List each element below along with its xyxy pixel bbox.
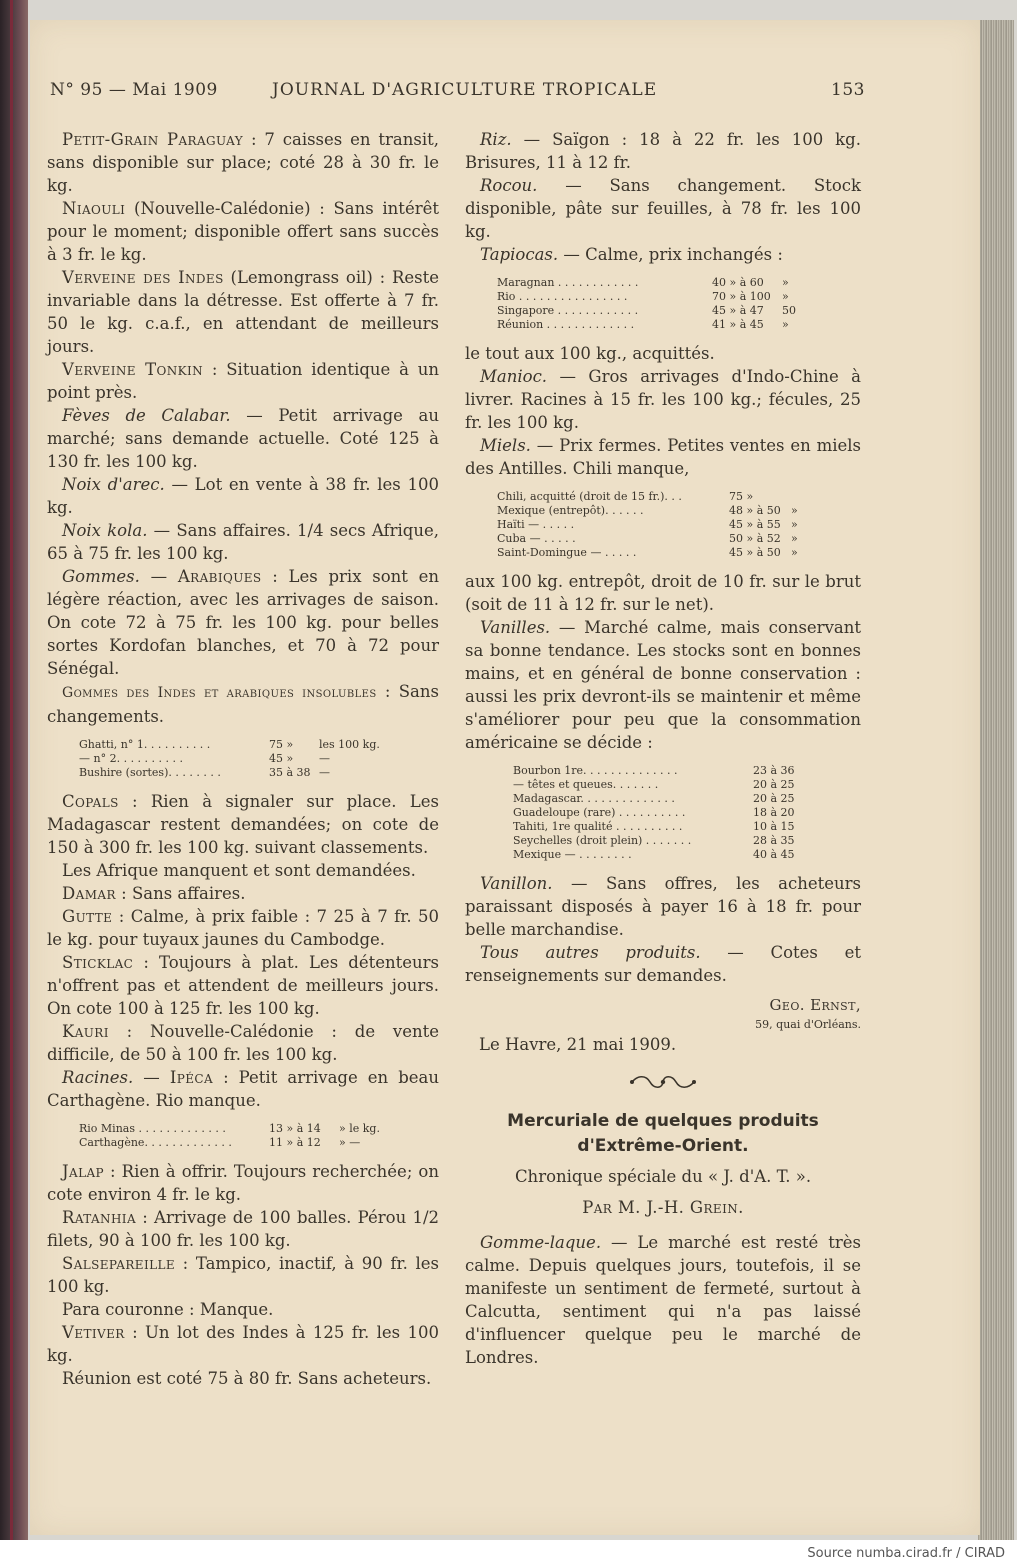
entry-autres: Tous autres produits. — Cotes et renseignements sur demandes. <box>465 943 861 985</box>
entry-jalap: Jalap : Rien à offrir. Toujours recherchée; on cote environ 4 fr. le kg. <box>47 1162 439 1204</box>
table-row: Rio Minas . . . . . . . . . . . . . 13 » à 14 » le kg. <box>79 1122 380 1135</box>
entry-noix-arec: Noix d'arec. — Lot en vente à 38 fr. les 100 kg. <box>47 475 439 517</box>
tapiocas-price-table <box>497 276 842 332</box>
signature: Geo. Ernst, <box>769 996 861 1014</box>
table-row: Bourbon 1re. . . . . . . . . . . . . . 23 à 36 <box>513 764 795 777</box>
vanilles-price-table <box>513 764 803 862</box>
miels-price-table <box>497 490 851 560</box>
entry-petit-grain: Petit-Grain Paraguay : 7 caisses en transit, sans disponible sur place; coté 28 à 30 fr. le kg. <box>47 130 439 195</box>
table-row: Tahiti, 1re qualité . . . . . . . . . . 10 à 15 <box>513 820 795 833</box>
table-row: Réunion . . . . . . . . . . . . . 41 » à 45 » <box>497 318 789 331</box>
entry-gommes-indes: Gommes des Indes et arabiques insolubles : Sans changements. <box>47 682 439 726</box>
book-binding <box>0 0 28 1540</box>
entry-afrique: Les Afrique manquent et sont demandées. <box>62 861 416 880</box>
page-number: 153 <box>831 80 865 100</box>
table-row: Cuba — . . . . . 50 » à 52 » <box>497 532 798 545</box>
table-row: Haïti — . . . . . 45 » à 55 » <box>497 518 798 531</box>
binding-stripe <box>10 0 13 1540</box>
entry-verveine-indes: Verveine des Indes (Lemongrass oil) : Reste invariable dans la détresse. Est offerte à 7 fr. 50 le kg. c.a.f., en attendant de meilleurs jours. <box>47 268 439 356</box>
entry-racines: Racines. — Ipéca : Petit arrivage en beau Carthagène. Rio manque. <box>47 1068 439 1110</box>
entry-riz: Riz. — Saïgon : 18 à 22 fr. les 100 kg. Brisures, 11 à 12 fr. <box>465 130 861 172</box>
source-credit: Source numba.cirad.fr / CIRAD <box>807 1546 1005 1561</box>
table-row: — têtes et queues. . . . . . . 20 à 25 <box>513 778 795 791</box>
page-edges <box>978 20 1014 1540</box>
entry-vetiver: Vetiver : Un lot des Indes à 125 fr. les 100 kg. <box>47 1323 439 1365</box>
table-row: Rio . . . . . . . . . . . . . . . . 70 » à 100 » <box>497 290 789 303</box>
table-row: Ghatti, n° 1. . . . . . . . . . 75 » les 100 kg. <box>79 738 380 751</box>
entry-vanillon: Vanillon. — Sans offres, les acheteurs paraissant disposés à payer 16 à 18 fr. pour belle marchandise. <box>465 874 861 939</box>
entry-manioc: Manioc. — Gros arrivages d'Indo-Chine à livrer. Racines à 15 fr. les 100 kg.; fécules, 25 fr. les 100 kg. <box>465 367 861 432</box>
entry-niaouli: Niaouli (Nouvelle-Calédonie) : Sans intérêt pour le moment; disponible offert sans succès à 3 fr. le kg. <box>47 199 439 264</box>
entry-miels: Miels. — Prix fermes. Petites ventes en miels des Antilles. Chili manque, <box>465 436 861 478</box>
entry-salsepareille: Salsepareille : Tampico, inactif, à 90 fr. les 100 kg. <box>47 1254 439 1296</box>
entry-gomme-laque: Gomme-laque. — Le marché est resté très calme. Depuis quelques jours, toutefois, il se manifeste un sentiment de fermeté, surtout à Calcutta, sentiment qui n'a pas laissé d'influencer quelque peu le marché de Londres. <box>465 1233 861 1367</box>
entry-feves-calabar: Fèves de Calabar. — Petit arrivage au marché; sans demande actuelle. Coté 125 à 130 fr. les 100 kg. <box>47 406 439 471</box>
left-column <box>47 128 439 1390</box>
entry-ratanhia: Ratanhia : Arrivage de 100 balles. Pérou 1/2 filets, 90 à 100 fr. les 100 kg. <box>47 1208 439 1250</box>
table-row: — n° 2. . . . . . . . . . 45 » — <box>79 752 330 765</box>
section-subtitle: Chronique spéciale du « J. d'A. T. ». <box>514 1167 812 1186</box>
table-row: Singapore . . . . . . . . . . . . 45 » à 47 50 <box>497 304 796 317</box>
entry-noix-kola: Noix kola. — Sans affaires. 1/4 secs Afrique, 65 à 75 fr. les 100 kg. <box>47 521 439 563</box>
table-row: Bushire (sortes). . . . . . . . 35 à 38 — <box>79 766 330 779</box>
entry-reunion: Réunion est coté 75 à 80 fr. Sans acheteurs. <box>62 1369 432 1388</box>
table-row: Chili, acquitté (droit de 15 fr.). . . 75 » <box>497 490 754 503</box>
entry-verveine-tonkin: Verveine Tonkin : Situation identique à un point près. <box>47 360 439 402</box>
entry-tapiocas: Tapiocas. — Calme, prix inchangés : <box>480 245 783 264</box>
entry-sticklac: Sticklac : Toujours à plat. Les détenteurs n'offrent pas et attendent de meilleurs jours. On cote 100 à 125 fr. les 100 kg. <box>47 953 439 1018</box>
entry-vanilles: Vanilles. — Marché calme, mais conservant sa bonne tendance. Les stocks sont en bonnes mains, et en général de bonne conservation : aussi les prix devront-ils se maintenir et même s'améliorer pour peu que la consommation américaine se décide : <box>465 618 861 752</box>
table-row: Carthagène. . . . . . . . . . . . . 11 » à 12 » — <box>79 1136 361 1149</box>
section-title: Mercuriale de quelques produits d'Extrême-Orient. <box>507 1111 819 1156</box>
entry-kauri: Kauri : Nouvelle-Calédonie : de vente difficile, de 50 à 100 fr. les 100 kg. <box>47 1022 439 1064</box>
entry-gutte: Gutte : Calme, à prix faible : 7 25 à 7 fr. 50 le kg. pour tuyaux jaunes du Cambodge. <box>47 907 439 949</box>
address: 59, quai d'Orléans. <box>755 1018 861 1031</box>
table-row: Mexique — . . . . . . . . 40 à 45 <box>513 848 795 861</box>
entry-entrepot: aux 100 kg. entrepôt, droit de 10 fr. sur le brut (soit de 11 à 12 fr. sur le net). <box>465 572 861 614</box>
table-row: Maragnan . . . . . . . . . . . . 40 » à 60 » <box>497 276 789 289</box>
page-header <box>50 80 865 104</box>
entry-gommes: Gommes. — Arabiques : Les prix sont en légère réaction, avec les arrivages de saison. On cote 72 à 75 fr. les 100 kg. pour belles sortes Kordofan blanches, et 70 à 72 pour Sénégal. <box>47 567 439 678</box>
entry-tout: le tout aux 100 kg., acquittés. <box>465 344 715 363</box>
table-row: Guadeloupe (rare) . . . . . . . . . . 18 à 20 <box>513 806 795 819</box>
table-row: Mexique (entrepôt). . . . . . 48 » à 50 » <box>497 504 798 517</box>
entry-damar: Damar : Sans affaires. <box>62 884 246 903</box>
gommes-price-table <box>79 738 380 780</box>
issue-number: N° 95 — Mai 1909 <box>50 80 218 100</box>
ornament-icon <box>628 1075 698 1089</box>
table-row: Seychelles (droit plein) . . . . . . . 28 à 35 <box>513 834 795 847</box>
place-date: Le Havre, 21 mai 1909. <box>479 1035 677 1054</box>
table-row: Saint-Domingue — . . . . . 45 » à 50 » <box>497 546 798 559</box>
entry-rocou: Rocou. — Sans changement. Stock disponible, pâte sur feuilles, à 78 fr. les 100 kg. <box>465 176 861 241</box>
entry-copals: Copals : Rien à signaler sur place. Les Madagascar restent demandées; on cote de 150 à 300 fr. les 100 kg. suivant classements. <box>47 792 439 857</box>
racines-price-table <box>79 1122 399 1150</box>
right-column <box>465 128 861 1369</box>
section-author: Par M. J.-H. Grein. <box>582 1198 744 1217</box>
journal-title: JOURNAL D'AGRICULTURE TROPICALE <box>272 80 658 100</box>
entry-para: Para couronne : Manque. <box>62 1300 274 1319</box>
ornament-divider <box>465 1072 861 1095</box>
table-row: Madagascar. . . . . . . . . . . . . . 20 à 25 <box>513 792 795 805</box>
